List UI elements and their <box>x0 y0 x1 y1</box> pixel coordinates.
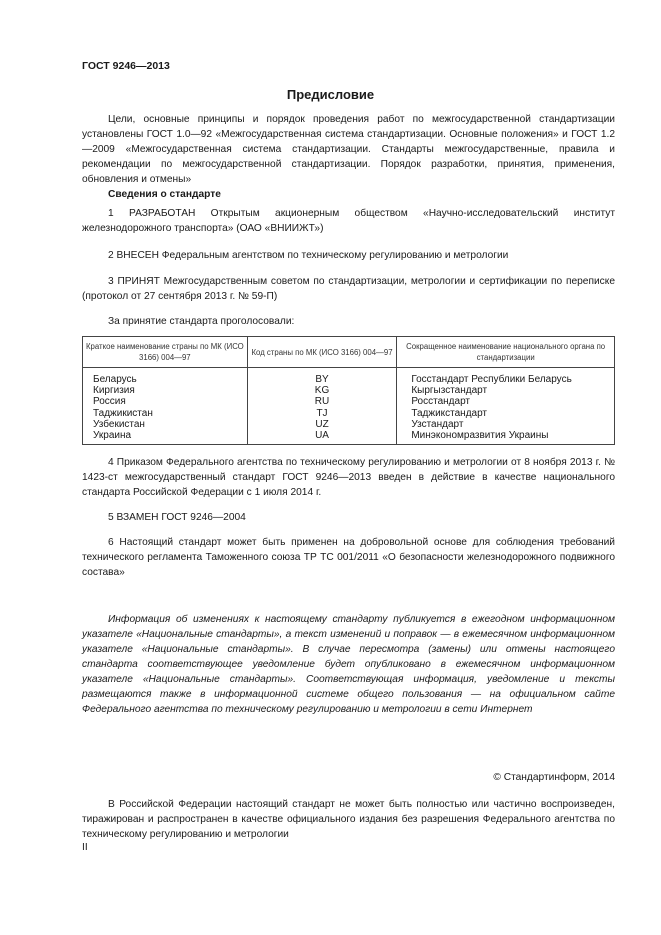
document-header: ГОСТ 9246—2013 <box>82 60 170 72</box>
item-2-text: 2 ВНЕСЕН Федеральным агентством по техническому регулированию и метрологии <box>108 250 509 261</box>
item-2 <box>82 248 615 263</box>
legal-notice <box>82 797 615 842</box>
item-5 <box>82 510 615 525</box>
item-6-text: 6 Настоящий стандарт может быть применен на добровольной основе для соблюдения требований технического регламента Таможенного союза ТР ТС 001/2011 «О безопасности железнодорожного подвижного состава» <box>82 537 615 578</box>
page-title: Предисловие <box>286 87 375 102</box>
body-cell: Узстандарт <box>397 419 615 430</box>
item-1-text: 1 РАЗРАБОТАН Открытым акционерным обществом «Научно-исследовательский институт железнодорожного транспорта» (ОАО «ВНИИЖТ») <box>82 208 615 234</box>
item-3 <box>82 274 615 304</box>
page-number: II <box>82 842 88 853</box>
country-cell: Россия <box>83 396 248 407</box>
table-row <box>83 419 615 430</box>
country-cell: Беларусь <box>83 368 248 386</box>
body-cell: Таджикстандарт <box>397 408 615 419</box>
code-cell: UZ <box>247 419 397 430</box>
table-row <box>83 430 615 445</box>
vote-intro-text: За принятие стандарта проголосовали: <box>108 316 295 327</box>
table-row <box>83 368 615 386</box>
voting-table <box>82 336 615 445</box>
country-cell: Узбекистан <box>83 419 248 430</box>
legal-notice-text: В Российской Федерации настоящий стандарт не может быть полностью или частично воспроизведен, тиражирован и распространен в качестве официального издания без разрешения Федерального агентства по техническому регулированию и метрологии <box>82 799 615 840</box>
code-cell: RU <box>247 396 397 407</box>
code-cell: BY <box>247 368 397 386</box>
country-cell: Украина <box>83 430 248 445</box>
body-cell: Кыргызстандарт <box>397 385 615 396</box>
col-header-country: Краткое наименование страны по МК (ИСО 3166) 004—97 <box>83 337 248 368</box>
body-cell: Минэкономразвития Украины <box>397 430 615 445</box>
item-6 <box>82 535 615 580</box>
code-cell: UA <box>247 430 397 445</box>
table-header-row <box>83 337 615 368</box>
intro-paragraph <box>82 112 615 187</box>
body-cell: Госстандарт Республики Беларусь <box>397 368 615 386</box>
body-cell: Росстандарт <box>397 396 615 407</box>
info-heading-text: Сведения о стандарте <box>108 189 221 200</box>
item-4-text: 4 Приказом Федерального агентства по техническому регулированию и метрологии от 8 ноября 2013 г. № 1423-ст межгосударственный стандарт ГОСТ 9246—2013 введен в действие в качестве национального стандарта Российской Федерации с 1 июля 2014 г. <box>82 457 615 498</box>
table-row <box>83 385 615 396</box>
info-heading <box>82 187 615 202</box>
code-cell: TJ <box>247 408 397 419</box>
item-1 <box>82 206 615 236</box>
intro-text: Цели, основные принципы и порядок проведения работ по межгосударственной стандартизации установлены ГОСТ 1.0—92 «Межгосударственная система стандартизации. Основные положения» и ГОСТ 1.2—2009 «Межгосударственная система стандартизации. Стандарты межгосударственные, правила и рекомендации по межгосударственной стандартизации. Порядок разработки, принятия, применения, обновления и отмены» <box>82 114 615 185</box>
col-header-body: Сокращенное наименование национального органа по стандартизации <box>397 337 615 368</box>
country-cell: Таджикистан <box>83 408 248 419</box>
table-row <box>83 396 615 407</box>
change-notice-text: Информация об изменениях к настоящему стандарту публикуется в ежегодном информационном указателе «Национальные стандарты», а текст изменений и поправок — в ежемесячном информационном указателе «Национальные стандарты». В случае пересмотра (замены) или отмены настоящего стандарта соответствующее уведомление будет опубликовано в ежемесячном информационном указателе «Национальные стандарты». Соответствующая информация, уведомление и тексты размещаются также в информационной системе общего пользования — на официальном сайте Федерального агентства по техническому регулированию и метрологии в сети Интернет <box>82 614 615 715</box>
item-4 <box>82 455 615 500</box>
col-header-code: Код страны по МК (ИСО 3166) 004—97 <box>247 337 397 368</box>
item-5-text: 5 ВЗАМЕН ГОСТ 9246—2004 <box>108 512 246 523</box>
code-cell: KG <box>247 385 397 396</box>
item-3-text: 3 ПРИНЯТ Межгосударственным советом по стандартизации, метрологии и сертификации по переписке (протокол от 27 сентября 2013 г. № 59-П) <box>82 276 615 302</box>
country-cell: Киргизия <box>83 385 248 396</box>
vote-intro <box>82 314 615 329</box>
change-notice <box>82 612 615 717</box>
copyright: © Стандартинформ, 2014 <box>493 772 615 783</box>
table-row <box>83 408 615 419</box>
